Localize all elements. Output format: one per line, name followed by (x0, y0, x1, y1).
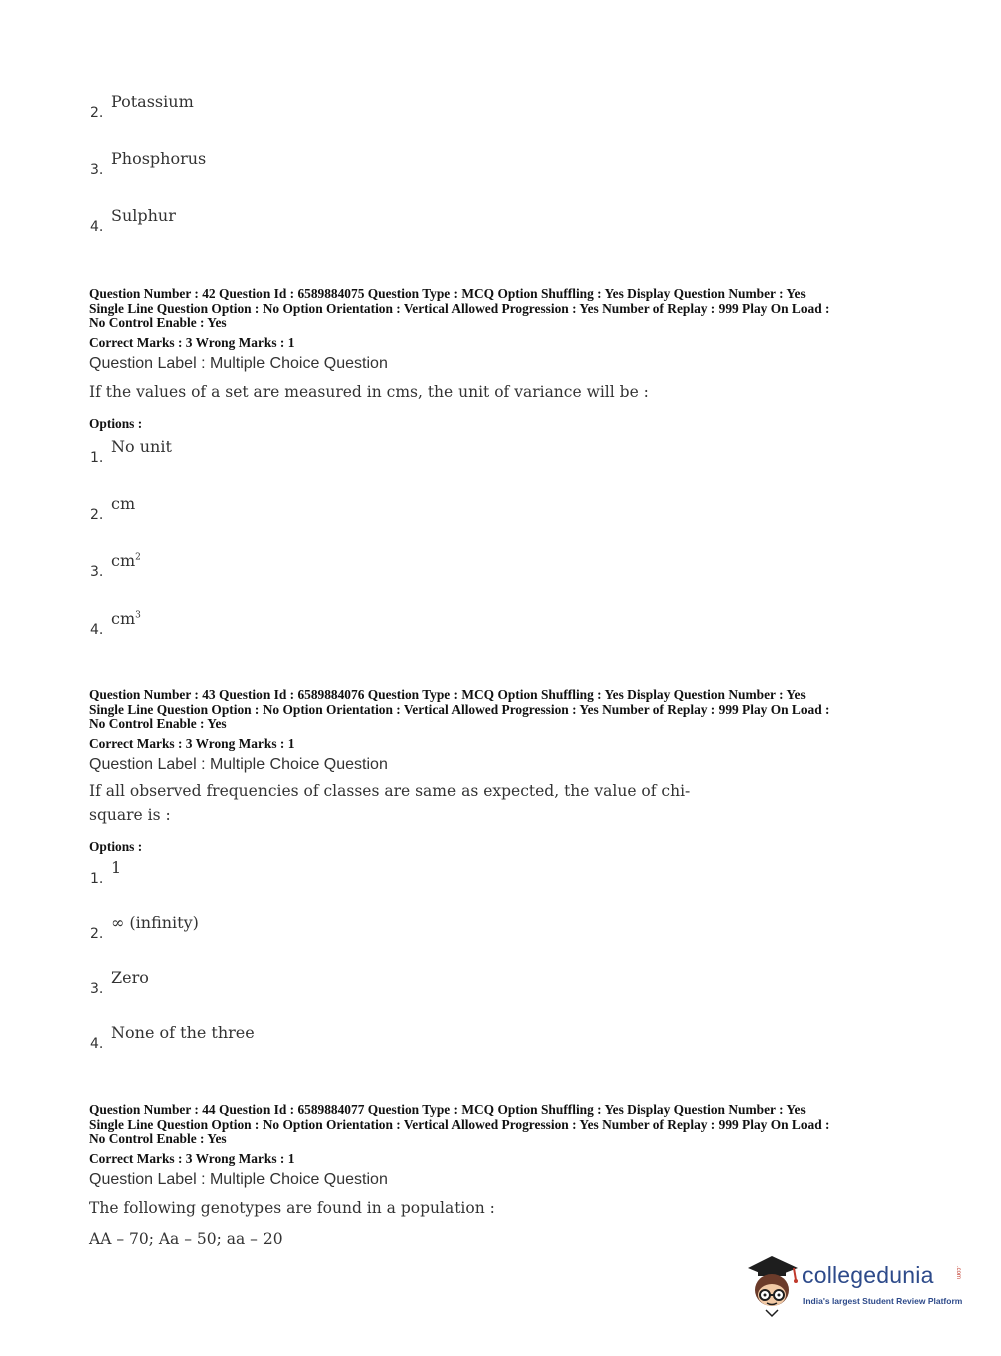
q43-metadata (89, 688, 919, 732)
option-number: 4. (90, 219, 104, 235)
option-text: No unit (111, 437, 172, 456)
q43-meta-line1: Question Number : 43 Question Id : 6589884076 Question Type : MCQ Option Shuffling : Yes Display Question Number : Yes (89, 687, 806, 702)
q44-metadata (89, 1103, 919, 1147)
option-text: Sulphur (111, 206, 176, 225)
option-superscript: 3 (135, 610, 141, 621)
mascot-icon (742, 1250, 802, 1320)
option-number: 2. (90, 926, 104, 942)
q42-marks: Correct Marks : 3 Wrong Marks : 1 (89, 335, 295, 350)
option-number: 2. (90, 105, 104, 121)
option-number: 4. (90, 622, 104, 638)
q44-genotypes: AA – 70; Aa – 50; aa – 20 (89, 1230, 283, 1248)
logo-tagline: India's largest Student Review Platform (803, 1296, 963, 1306)
q44-meta-line3: No Control Enable : Yes (89, 1131, 227, 1147)
option-base: cm (111, 609, 136, 628)
q43-meta-line2: Single Line Question Option : No Option Orientation : Vertical Allowed Progression : Yes Number of Replay : 999 Play On Load : (89, 701, 830, 717)
q42-question-text: If the values of a set are measured in cms, the unit of variance will be : (89, 383, 649, 401)
q42-meta-line3: No Control Enable : Yes (89, 315, 227, 331)
option-text: ∞ (infinity) (111, 913, 199, 932)
option-text: Zero (111, 968, 149, 987)
option-number: 3. (90, 162, 104, 178)
collegedunia-logo (742, 1250, 972, 1320)
q43-marks: Correct Marks : 3 Wrong Marks : 1 (89, 736, 295, 751)
q43-text-line1: If all observed frequencies of classes are same as expected, the value of chi- (89, 782, 691, 800)
q42-options-heading: Options : (89, 416, 143, 431)
option-text: Potassium (111, 92, 194, 111)
q42-metadata (89, 287, 919, 331)
q43-label: Question Label : Multiple Choice Question (89, 756, 388, 773)
q44-question-text: The following genotypes are found in a population : (89, 1199, 495, 1217)
option-number: 1. (90, 871, 104, 887)
q44-meta-line1: Question Number : 44 Question Id : 6589884077 Question Type : MCQ Option Shuffling : Yes Display Question Number : Yes (89, 1102, 806, 1117)
option-number: 4. (90, 1036, 104, 1052)
q43-options-heading: Options : (89, 839, 143, 854)
option-number: 2. (90, 507, 104, 523)
option-text: None of the three (111, 1023, 255, 1042)
logo-com: .com (955, 1266, 961, 1280)
option-text: 1 (111, 858, 122, 877)
option-base: cm (111, 551, 136, 570)
option-text: cm (111, 494, 136, 513)
q43-text-line2: square is : (89, 806, 171, 824)
q42-meta-line1: Question Number : 42 Question Id : 6589884075 Question Type : MCQ Option Shuffling : Yes Display Question Number : Yes (89, 286, 806, 301)
logo-wordmark: collegedunia (802, 1262, 934, 1288)
q42-label: Question Label : Multiple Choice Question (89, 355, 388, 372)
option-text (111, 609, 141, 628)
q43-question-text (89, 779, 690, 827)
q44-meta-line2: Single Line Question Option : No Option Orientation : Vertical Allowed Progression : Yes Number of Replay : 999 Play On Load : (89, 1116, 830, 1132)
option-text: Phosphorus (111, 149, 207, 168)
q44-label: Question Label : Multiple Choice Question (89, 1171, 388, 1188)
q43-meta-line3: No Control Enable : Yes (89, 716, 227, 732)
option-number: 3. (90, 564, 104, 580)
option-number: 3. (90, 981, 104, 997)
q42-meta-line2: Single Line Question Option : No Option Orientation : Vertical Allowed Progression : Yes Number of Replay : 999 Play On Load : (89, 300, 830, 316)
q44-marks: Correct Marks : 3 Wrong Marks : 1 (89, 1151, 295, 1166)
option-number: 1. (90, 450, 104, 466)
option-text (111, 551, 141, 570)
option-superscript: 2 (135, 552, 141, 563)
